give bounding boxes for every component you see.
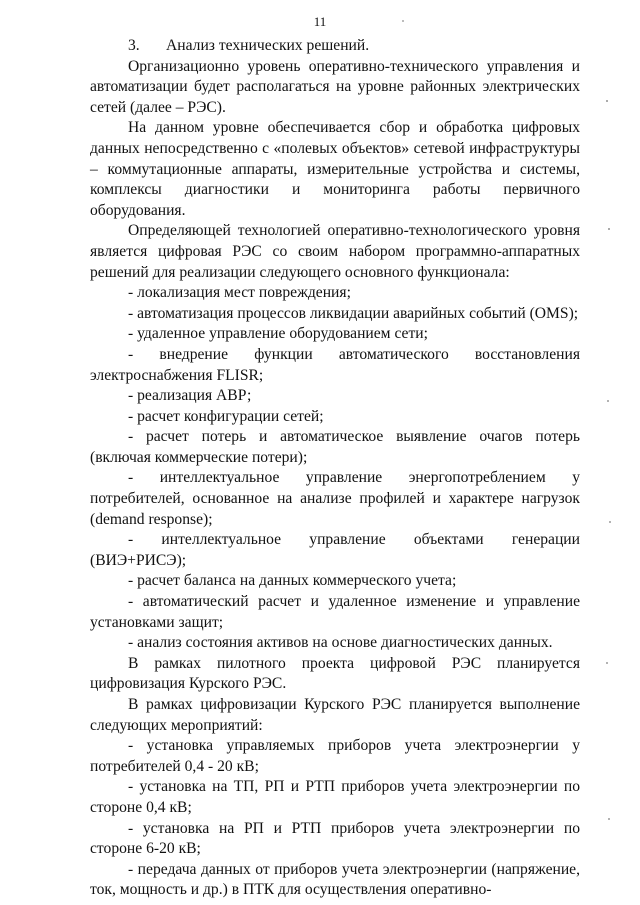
list-item: - установка на РП и РТП приборов учета электроэнергии по стороне 6-20 кВ;: [90, 819, 580, 858]
scan-speck: [606, 100, 608, 102]
list-item: - расчет баланса на данных коммерческого учета;: [128, 572, 457, 590]
paragraph: Определяющей технологией оперативно-технологического уровня является цифровая РЭС со своим набором программно-аппаратных решений для реализации следующего основного функционала:: [90, 222, 580, 281]
list-item: - передача данных от приборов учета электроэнергии (напряжение, ток, мощность и др.) в ПТК для осуществления оперативно-: [90, 860, 580, 899]
section-number: 3.: [128, 37, 140, 54]
document-body: [90, 36, 580, 901]
scan-speck: [606, 662, 608, 664]
scan-speck: [607, 400, 609, 402]
section-heading: [90, 36, 580, 57]
scan-speck: [609, 521, 611, 523]
paragraph: На данном уровне обеспечивается сбор и обработка цифровых данных непосредственно с «полевых объектов» сетевой инфраструктуры – коммутационные аппараты, измерительные устройства и системы, комплексы диагностики и мониторинга работы первичного оборудования.: [90, 119, 580, 219]
paragraph: В рамках цифровизации Курского РЭС планируется выполнение следующих мероприятий:: [90, 696, 580, 734]
scan-speck: [608, 228, 610, 230]
list-item: - внедрение функции автоматического восстановления электроснабжения FLISR;: [90, 345, 580, 384]
list-item: - удаленное управление оборудованием сети;: [128, 325, 428, 343]
paragraph: Организационно уровень оперативно-технического управления и автоматизации будет располагаться на уровне районных электрических сетей (далее – РЭС).: [90, 57, 580, 116]
page-number: 11: [313, 14, 327, 29]
scan-speck: [608, 818, 610, 820]
list-item: - расчет конфигурации сетей;: [128, 407, 324, 425]
section-title: Анализ технических решений.: [166, 37, 370, 54]
paragraph: В рамках пилотного проекта цифровой РЭС планируется цифровизация Курского РЭС.: [90, 654, 580, 693]
list-item: - автоматический расчет и удаленное изменение и управление установками защит;: [90, 593, 580, 631]
list-item: - интеллектуальное управление энергопотреблением у потребителей, основанное на анализе профилей и характере нагрузок (demand response);: [90, 469, 580, 528]
list-item: - реализация АВР;: [128, 387, 252, 405]
list-item: - установка на ТП, РП и РТП приборов учета электроэнергии по стороне 0,4 кВ;: [90, 778, 580, 816]
list-item: - расчет потерь и автоматическое выявление очагов потерь (включая коммерческие потери);: [90, 428, 580, 466]
list-item: - автоматизация процессов ликвидации аварийных событий (OMS);: [128, 304, 579, 322]
list-item: - локализация мест повреждения;: [128, 284, 351, 302]
list-item: - установка управляемых приборов учета электроэнергии у потребителей 0,4 - 20 кВ;: [90, 737, 580, 775]
scan-speck: [402, 20, 404, 22]
list-item: - интеллектуальное управление объектами генерации (ВИЭ+РИСЭ);: [90, 531, 580, 569]
list-item: - анализ состояния активов на основе диагностических данных.: [128, 634, 553, 652]
